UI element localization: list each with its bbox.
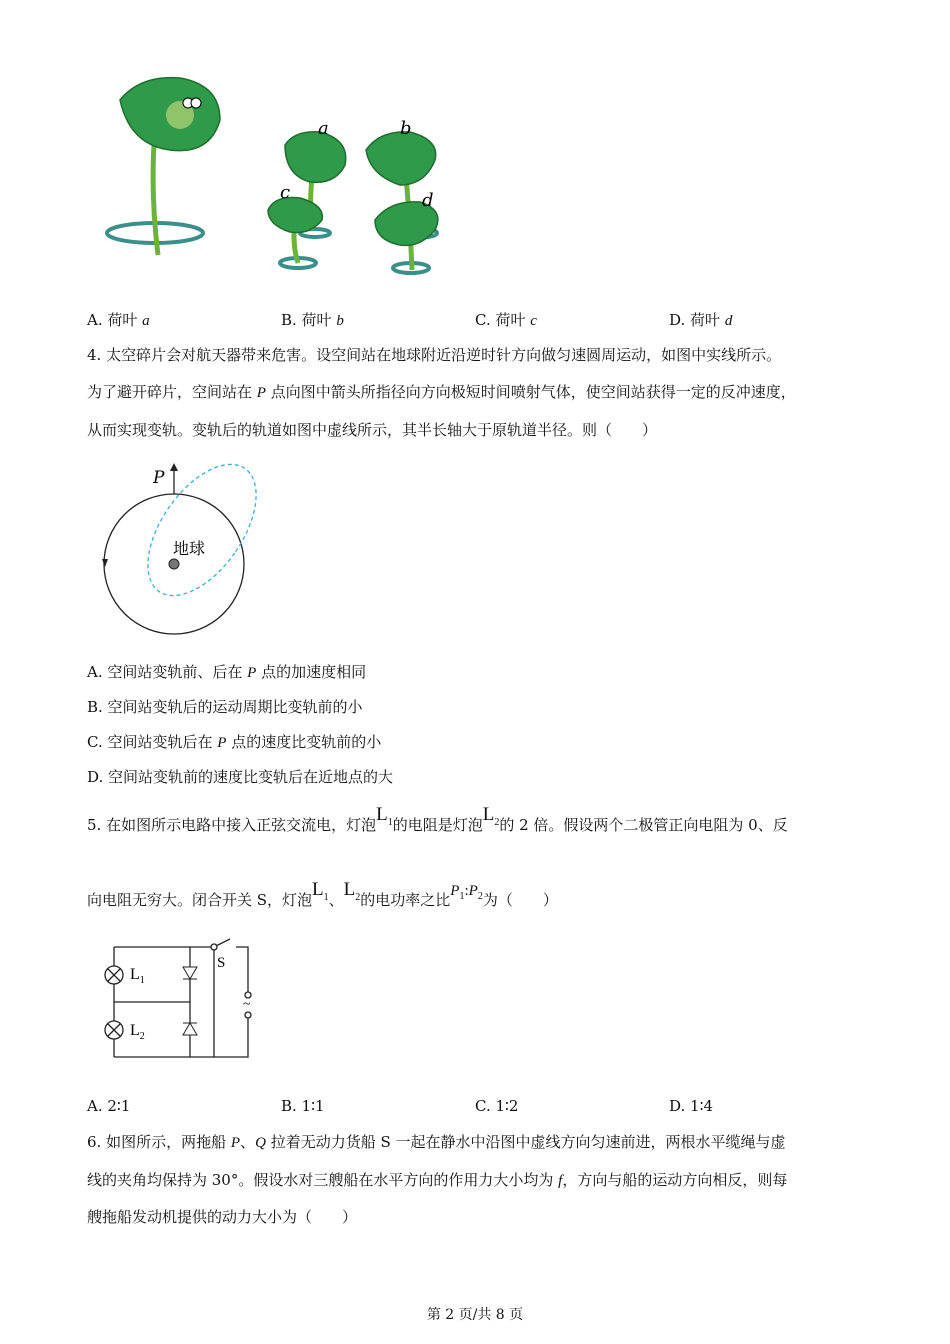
q4-option-a: A. 空间站变轨前、后在 P 点的加速度相同 [87, 663, 367, 681]
q4-option-c: C. 空间站变轨后在 P 点的速度比变轨前的小 [87, 733, 382, 751]
q4-line1: 4. 太空碎片会对航天器带来危害。设空间站在地球附近沿逆时针方向做匀速圆周运动，如图中实线所示。 [87, 346, 782, 364]
q5-option-d: D. 1∶4 [669, 1097, 714, 1115]
svg-text:L1: $L_1$ [130, 966, 145, 986]
lotus-figure [100, 70, 450, 280]
q5-line1: 5. 在如图所示电路中接入正弦交流电，灯泡$L_1$的电阻是灯泡$L_2$的 2 倍。假设两个二极管正向电阻为 0、反 [87, 804, 788, 834]
orbit-diagram [95, 455, 270, 640]
svg-text:L2: $L_2$ [130, 1022, 145, 1042]
q4-line3: 从而实现变轨。变轨后的轨道如图中虚线所示，其半长轴大于原轨道半径。则（ ） [87, 421, 658, 439]
q3-option-c: C. 荷叶 c [475, 311, 537, 329]
q6-line1: 6. 如图所示，两拖船 P、Q 拉着无动力货船 S 一起在静水中沿图中虚线方向匀速前进，两根水平缆绳与虚 [87, 1133, 786, 1151]
label-c: c [280, 182, 291, 203]
q4-option-d: D. 空间站变轨前的速度比变轨后在近地点的大 [87, 768, 394, 786]
q3-option-a: A. 荷叶 a [87, 311, 150, 329]
label-b: b [400, 118, 412, 139]
label-a: a [318, 118, 329, 139]
q5-option-b: B. 1∶1 [281, 1097, 325, 1115]
q4-option-b: B. 空间站变轨后的运动周期比变轨前的小 [87, 698, 363, 716]
ac-source-symbol: ~ [243, 997, 251, 1012]
switch-label: S [217, 955, 226, 971]
q5-option-a: A. 2∶1 [87, 1097, 131, 1115]
q5-line2: 向电阻无穷大。闭合开关 S，灯泡$L_1$、$L_2$的电功率之比$P_1:P_2$为（ ） [87, 879, 558, 909]
q5-option-c: C. 1∶2 [475, 1097, 519, 1115]
q4-line2: 为了避开碎片，空间站在 P 点向图中箭头所指径向方向极短时间喷射气体，使空间站获得一定的反冲速度， [87, 383, 796, 401]
label-d: d [422, 190, 434, 211]
q6-line3: 艘拖船发动机提供的动力大小为（ ） [87, 1208, 358, 1226]
q6-line2: 线的夹角均保持为 30°。假设水对三艘船在水平方向的作用力大小均为 f，方向与船的运动方向相反，则每 [87, 1171, 788, 1189]
page-footer: 第 2 页/共 8 页 [426, 1307, 524, 1323]
earth-label: 地球 [173, 539, 206, 558]
q3-option-b: B. 荷叶 b [281, 311, 344, 329]
circuit-diagram [100, 935, 260, 1065]
point-p-label: P [153, 468, 165, 488]
q3-option-d: D. 荷叶 d [669, 311, 733, 329]
